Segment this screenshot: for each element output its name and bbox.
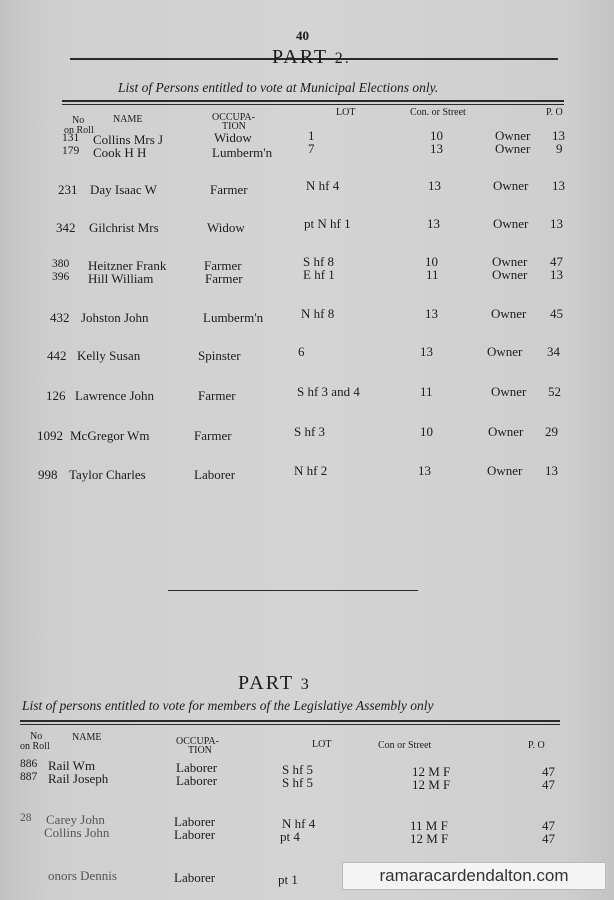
row-post-office: 34 xyxy=(547,344,560,359)
part3-header-no: No xyxy=(30,731,43,742)
row-tenure: Owner xyxy=(493,216,529,231)
row-concession: 10 xyxy=(420,424,433,439)
row-roll-number: 1092 xyxy=(37,428,63,443)
part3-title-word: PART xyxy=(238,672,294,694)
row-name: Kelly Susan xyxy=(77,348,141,363)
row-lot: S hf 8 xyxy=(303,254,335,269)
part2-header-name: NAME xyxy=(113,114,143,125)
row-occupation: Laborer xyxy=(176,760,218,775)
row-post-office: 13 xyxy=(550,267,563,282)
row-occupation: Farmer xyxy=(194,428,232,443)
row-concession: 12 M F xyxy=(412,764,451,779)
row-tenure: Owner xyxy=(491,306,527,321)
row-name: Hill William xyxy=(88,271,154,286)
part3-header-con: Con or Street xyxy=(378,740,432,751)
row-roll-number: 28 xyxy=(20,812,32,824)
part3-header-rule-top2 xyxy=(20,724,560,725)
row-tenure: Owner xyxy=(487,344,523,359)
row-post-office: 47 xyxy=(542,818,555,833)
row-post-office: 47 xyxy=(550,254,563,269)
row-tenure: Owner xyxy=(492,267,528,282)
row-tenure: Owner xyxy=(495,141,531,156)
section-divider xyxy=(168,590,418,591)
row-occupation: Laborer xyxy=(174,827,216,842)
row-roll-number: 342 xyxy=(56,220,76,235)
row-occupation: Farmer xyxy=(204,258,242,273)
row-lot: S hf 3 and 4 xyxy=(297,384,360,399)
row-lot: pt 1 xyxy=(278,872,298,887)
row-name: Rail Joseph xyxy=(48,771,109,786)
row-post-office: 47 xyxy=(542,831,555,846)
row-name: Collins John xyxy=(44,825,110,840)
row-concession: 12 M F xyxy=(412,777,451,792)
row-name: Gilchrist Mrs xyxy=(89,220,159,235)
row-concession: 10 xyxy=(430,128,443,143)
row-concession: 13 xyxy=(428,178,441,193)
part2-header-rule-top xyxy=(62,100,564,102)
row-name: Carey John xyxy=(46,812,105,827)
row-tenure: Owner xyxy=(492,254,528,269)
part3-header-occupa: OCCUPA- xyxy=(176,736,219,747)
row-lot: pt 4 xyxy=(280,829,300,844)
row-occupation: Spinster xyxy=(198,348,241,363)
row-occupation: Lumberm'n xyxy=(203,310,264,325)
row-lot: S hf 3 xyxy=(294,424,326,439)
part3-header-on-roll: on Roll xyxy=(20,741,50,752)
row-lot: N hf 4 xyxy=(282,816,316,831)
part3-header-tion: TION xyxy=(188,745,212,756)
row-name: Rail Wm xyxy=(48,758,96,773)
row-concession: 11 xyxy=(426,267,439,282)
part3-header-rule-top xyxy=(20,720,560,722)
part3-title-number: 3 xyxy=(300,676,311,693)
row-tenure: Owner xyxy=(493,178,529,193)
part2-header-rule-top2 xyxy=(62,104,564,105)
row-roll-number: 887 xyxy=(20,771,38,783)
row-post-office: 47 xyxy=(542,777,555,792)
part2-header-con: Con. or Street xyxy=(410,107,466,118)
page-number: 40 xyxy=(296,28,309,43)
row-concession: 11 M F xyxy=(410,818,448,833)
row-name: Collins Mrs J xyxy=(93,132,164,147)
row-post-office: 13 xyxy=(552,178,565,193)
part2-subtitle: List of Persons entitled to vote at Municipal Elections only. xyxy=(118,80,439,95)
part3-header-lot: LOT xyxy=(312,739,332,750)
part2-header-on-roll: on Roll xyxy=(64,125,94,136)
row-post-office: 29 xyxy=(545,424,558,439)
row-name: Johston John xyxy=(81,310,149,325)
part2-title-word: PART xyxy=(272,46,328,68)
row-concession: 12 M F xyxy=(410,831,449,846)
row-lot: N hf 8 xyxy=(301,306,335,321)
row-post-office: 13 xyxy=(545,463,558,478)
part2-title-number: 2. xyxy=(334,50,351,67)
row-concession: 13 xyxy=(420,344,433,359)
row-post-office: 9 xyxy=(556,141,563,156)
row-lot: E hf 1 xyxy=(303,267,335,282)
row-roll-number: 396 xyxy=(52,271,70,283)
row-lot: 1 xyxy=(308,128,315,143)
row-name: Heitzner Frank xyxy=(88,258,167,273)
part2-header-po: P. O xyxy=(546,107,563,118)
row-roll-number: 131 xyxy=(62,132,80,144)
row-name: Day Isaac W xyxy=(90,182,157,197)
row-lot: 7 xyxy=(308,141,315,156)
part2-header-occupa: OCCUPA- xyxy=(212,112,255,123)
row-post-office: 13 xyxy=(550,216,563,231)
row-roll-number: 998 xyxy=(38,467,58,482)
row-occupation: Lumberm'n xyxy=(212,145,273,160)
row-roll-number: 886 xyxy=(20,758,38,770)
row-concession: 13 xyxy=(425,306,438,321)
row-occupation: Farmer xyxy=(210,182,248,197)
row-roll-number: 432 xyxy=(50,310,70,325)
row-occupation: Widow xyxy=(214,130,252,145)
row-lot: N hf 4 xyxy=(306,178,340,193)
row-occupation: Laborer xyxy=(174,814,216,829)
part3-title xyxy=(238,672,311,695)
row-lot: pt N hf 1 xyxy=(304,216,351,231)
row-lot: N hf 2 xyxy=(294,463,328,478)
row-post-office: 52 xyxy=(548,384,561,399)
row-lot: S hf 5 xyxy=(282,775,314,790)
row-occupation: Farmer xyxy=(205,271,243,286)
row-occupation: Widow xyxy=(207,220,245,235)
part2-title xyxy=(272,46,351,69)
row-name: Lawrence John xyxy=(75,388,155,403)
row-roll-number: 231 xyxy=(58,182,78,197)
row-name: Taylor Charles xyxy=(69,467,146,482)
row-occupation: Laborer xyxy=(174,870,216,885)
row-concession: 11 xyxy=(420,384,433,399)
row-roll-number: 380 xyxy=(52,258,70,270)
part2-header-no: No xyxy=(72,115,85,126)
row-occupation: Laborer xyxy=(194,467,236,482)
row-name: Cook H H xyxy=(93,145,147,160)
row-post-office: 45 xyxy=(550,306,563,321)
row-tenure: Owner xyxy=(491,384,527,399)
row-occupation: Farmer xyxy=(198,388,236,403)
row-post-office: 47 xyxy=(542,764,555,779)
row-tenure: Owner xyxy=(495,128,531,143)
part3-header-po: P. O xyxy=(528,740,545,751)
row-concession: 13 xyxy=(427,216,440,231)
row-roll-number: 126 xyxy=(46,388,66,403)
site-watermark: ramaracardendalton.com xyxy=(342,862,606,890)
row-roll-number: 442 xyxy=(47,348,67,363)
row-name: onors Dennis xyxy=(48,868,117,883)
row-occupation: Laborer xyxy=(176,773,218,788)
part3-header-name: NAME xyxy=(72,732,102,743)
part3-subtitle: List of persons entitled to vote for members of the Legislatiye Assembly only xyxy=(22,698,434,713)
part2-header-lot: LOT xyxy=(336,107,356,118)
row-tenure: Owner xyxy=(488,424,524,439)
part2-header-tion: TION xyxy=(222,121,246,132)
row-lot: 6 xyxy=(298,344,305,359)
row-lot: S hf 5 xyxy=(282,762,314,777)
row-post-office: 13 xyxy=(552,128,565,143)
row-concession: 10 xyxy=(425,254,438,269)
row-concession: 13 xyxy=(418,463,431,478)
row-concession: 13 xyxy=(430,141,443,156)
row-roll-number: 179 xyxy=(62,145,80,157)
row-name: McGregor Wm xyxy=(70,428,150,443)
row-tenure: Owner xyxy=(487,463,523,478)
